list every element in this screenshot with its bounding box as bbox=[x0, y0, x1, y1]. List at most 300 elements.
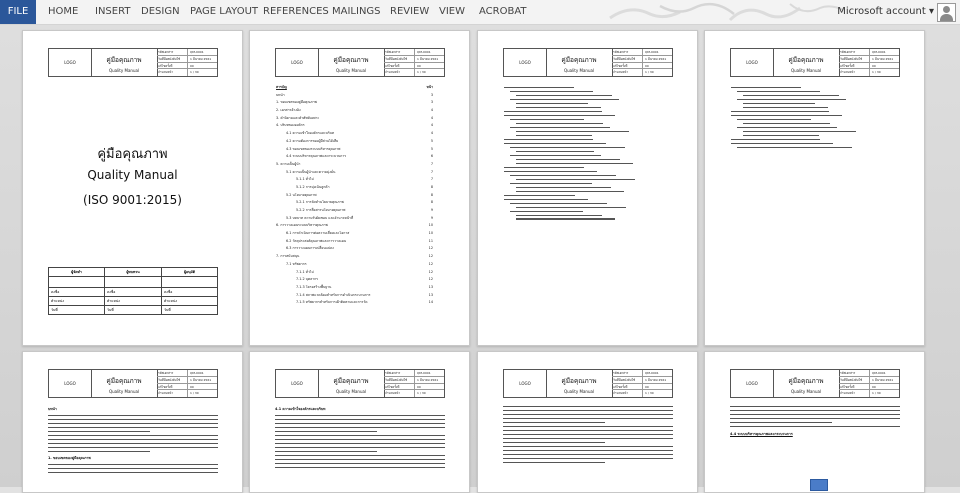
section-title: บทนำ bbox=[48, 407, 57, 411]
toc-heading-row bbox=[276, 85, 433, 93]
text-line bbox=[516, 163, 633, 164]
header-field-label: วันที่มีผลบังคับใช้ bbox=[613, 377, 636, 382]
text-line bbox=[48, 423, 218, 424]
sign-cell: ตำแหน่ง bbox=[49, 297, 105, 306]
text-line bbox=[503, 414, 673, 415]
header-field-label: จำนวนหน้า bbox=[158, 70, 173, 75]
toc-entry-title: 7.1.3 โครงสร้างพื้นฐาน bbox=[296, 284, 332, 289]
text-line bbox=[510, 211, 583, 212]
section-title: 4.1 ความเข้าใจองค์กรและบริบท bbox=[275, 407, 326, 411]
text-line bbox=[737, 147, 852, 148]
text-line bbox=[731, 115, 842, 116]
header-field-value: 1 มีนาคม 2561 bbox=[417, 377, 439, 382]
text-line bbox=[48, 427, 218, 428]
sign-cell bbox=[162, 277, 218, 288]
header-title-th: คู่มือคุณภาพ bbox=[788, 377, 824, 385]
text-line bbox=[737, 99, 846, 100]
toc-entry-title: 4.3 ขอบเขตของระบบบริหารคุณภาพ bbox=[286, 146, 341, 151]
toc-entry-title: 7.1.2 บุคลากร bbox=[296, 277, 318, 282]
text-line bbox=[275, 435, 445, 436]
text-line bbox=[504, 199, 588, 200]
text-line bbox=[504, 143, 606, 144]
header-title-th: คู่มือคุณภาพ bbox=[561, 56, 597, 64]
header-title-en: Quality Manual bbox=[563, 68, 595, 73]
toc-entry-title: 6.2 วัตถุประสงค์คุณภาพและการวางแผน bbox=[286, 238, 347, 243]
header-field-label: รหัสเอกสาร bbox=[385, 50, 401, 54]
text-line bbox=[275, 455, 445, 456]
sign-header: ผู้อนุมัติ bbox=[162, 268, 218, 277]
header-field-label: วันที่มีผลบังคับใช้ bbox=[158, 377, 181, 382]
text-line bbox=[516, 151, 594, 152]
header-title-th: คู่มือคุณภาพ bbox=[788, 56, 824, 64]
header-field-value: 00 bbox=[872, 63, 876, 68]
header-logo: LOGO bbox=[504, 370, 547, 397]
toc-entry[interactable] bbox=[276, 123, 433, 131]
text-line bbox=[516, 103, 588, 104]
body-lines bbox=[503, 406, 673, 463]
toc-entry-page: 5 bbox=[430, 138, 433, 143]
tab-view[interactable]: VIEW bbox=[439, 6, 465, 17]
toc-entry[interactable] bbox=[276, 208, 433, 216]
body-lines bbox=[48, 464, 218, 473]
header-title-en: Quality Manual bbox=[108, 68, 140, 73]
document-page-3[interactable] bbox=[477, 30, 698, 346]
document-page-5[interactable] bbox=[22, 351, 243, 493]
text-line bbox=[275, 463, 445, 464]
text-line bbox=[503, 462, 605, 463]
page-header-table bbox=[275, 369, 445, 398]
cover-title-th: คู่มือคุณภาพ bbox=[97, 147, 168, 162]
header-field-value: 1 มีนาคม 2561 bbox=[190, 377, 212, 382]
toc-entry[interactable] bbox=[276, 100, 433, 108]
page-header-table bbox=[503, 369, 673, 398]
text-line bbox=[730, 414, 900, 415]
page-header-table bbox=[48, 369, 218, 398]
header-title-en: Quality Manual bbox=[335, 68, 367, 73]
text-line bbox=[275, 467, 445, 468]
toc-page-label: หน้า bbox=[426, 85, 433, 89]
text-line bbox=[730, 410, 900, 411]
header-field-value: QM-0001 bbox=[190, 371, 204, 375]
toc-entry[interactable] bbox=[276, 270, 433, 278]
header-field-label: รหัสเอกสาร bbox=[840, 50, 856, 54]
page-header-table bbox=[48, 48, 218, 77]
tab-design[interactable]: DESIGN bbox=[141, 6, 180, 17]
header-field-value: 00 bbox=[417, 63, 421, 68]
header-field-value: 1 / 30 bbox=[645, 70, 654, 75]
text-line bbox=[516, 107, 601, 108]
header-field-value: 00 bbox=[190, 63, 194, 68]
header-field-value: 1 / 30 bbox=[872, 70, 881, 75]
text-line bbox=[731, 87, 801, 88]
text-line bbox=[516, 191, 624, 192]
text-line bbox=[730, 422, 832, 423]
header-field-label: แก้ไขครั้งที่ bbox=[840, 384, 855, 389]
text-line bbox=[516, 207, 626, 208]
toc-entry-page: 8 bbox=[430, 192, 433, 197]
text-line bbox=[48, 447, 218, 448]
text-line bbox=[503, 446, 673, 447]
header-field-label: จำนวนหน้า bbox=[840, 70, 855, 75]
toc-entry-page: 10 bbox=[428, 231, 433, 236]
text-line bbox=[743, 103, 815, 104]
page-header-table bbox=[503, 48, 673, 77]
header-field-value: 1 มีนาคม 2561 bbox=[645, 56, 667, 61]
header-field-value: 1 / 30 bbox=[645, 391, 654, 396]
process-diagram-box bbox=[810, 479, 828, 491]
sign-cell bbox=[49, 277, 105, 288]
toc-entry[interactable] bbox=[276, 293, 433, 301]
chevron-down-icon: ▾ bbox=[928, 6, 934, 17]
header-field-value: 00 bbox=[645, 63, 649, 68]
toc-entry[interactable] bbox=[276, 154, 433, 162]
toc-entry-page: 13 bbox=[428, 284, 433, 289]
header-field-label: จำนวนหน้า bbox=[840, 391, 855, 396]
text-line bbox=[503, 450, 673, 451]
sign-cell: ลงชื่อ bbox=[49, 288, 105, 297]
toc-entry[interactable] bbox=[276, 177, 433, 185]
header-field-value: QM-0001 bbox=[872, 371, 886, 375]
toc-lines bbox=[504, 87, 674, 222]
sign-header: ผู้ทบทวน bbox=[104, 268, 161, 277]
text-line bbox=[510, 91, 593, 92]
toc-entry[interactable] bbox=[276, 300, 433, 308]
toc-entry-title: 7.1.5 ทรัพยากรสำหรับการเฝ้าติดตามและการวัด bbox=[296, 300, 368, 305]
toc-entry[interactable] bbox=[276, 162, 433, 170]
text-line bbox=[48, 415, 218, 416]
text-line bbox=[504, 87, 574, 88]
account-label: Microsoft account bbox=[837, 6, 926, 17]
header-title-th: คู่มือคุณภาพ bbox=[333, 377, 369, 385]
toc-entry-title: 5.3 บทบาท ความรับผิดชอบ และอำนาจหน้าที่ bbox=[286, 215, 354, 220]
header-field-label: แก้ไขครั้งที่ bbox=[385, 384, 400, 389]
toc-entry-page: 10 bbox=[428, 223, 433, 228]
header-field-value: QM-0001 bbox=[872, 50, 886, 54]
sign-cell: วันที่ bbox=[104, 306, 161, 315]
sign-cell: ลงชื่อ bbox=[104, 288, 161, 297]
cover-standard: (ISO 9001:2015) bbox=[83, 193, 182, 207]
toc-entry[interactable] bbox=[276, 108, 433, 116]
header-logo: LOGO bbox=[276, 370, 319, 397]
text-line bbox=[516, 159, 620, 160]
text-line bbox=[743, 131, 856, 132]
header-field-value: 00 bbox=[645, 384, 649, 389]
text-line bbox=[504, 139, 593, 140]
toc-entry-page: 14 bbox=[428, 300, 433, 305]
toc-entry-page: 9 bbox=[430, 215, 433, 220]
toc-entry-page: 6 bbox=[430, 154, 433, 159]
text-line bbox=[503, 430, 673, 431]
toc-entry-title: 5. ความเป็นผู้นำ bbox=[276, 161, 301, 166]
toc-entry-title: 6.1 การดำเนินการต่อความเสี่ยงและโอกาส bbox=[286, 231, 350, 236]
tab-mailings[interactable]: MAILINGS bbox=[332, 6, 381, 17]
toc-entry[interactable] bbox=[276, 200, 433, 208]
toc-entry-title: 5.2 นโยบายคุณภาพ bbox=[286, 192, 317, 197]
text-line bbox=[510, 127, 610, 128]
toc-entry-page: 11 bbox=[428, 238, 433, 243]
toc-list bbox=[276, 93, 433, 308]
text-line bbox=[743, 95, 839, 96]
text-line bbox=[48, 443, 218, 444]
toc-entry-title: 7.1 ทรัพยากร bbox=[286, 261, 307, 266]
tab-file[interactable]: FILE bbox=[0, 0, 36, 24]
toc-entry[interactable] bbox=[276, 185, 433, 193]
tab-acrobat[interactable]: ACROBAT bbox=[479, 6, 527, 17]
toc-entry-page: 8 bbox=[430, 200, 433, 205]
toc-entry-title: 4. บริบทขององค์กร bbox=[276, 123, 305, 128]
page-header-table bbox=[730, 369, 900, 398]
header-field-label: แก้ไขครั้งที่ bbox=[840, 63, 855, 68]
header-field-value: 1 มีนาคม 2561 bbox=[872, 377, 894, 382]
toc-entry-title: 7. การสนับสนุน bbox=[276, 254, 300, 259]
text-line bbox=[730, 426, 900, 427]
page-header-table bbox=[275, 48, 445, 77]
toc-entry-page: 13 bbox=[428, 292, 433, 297]
sign-cell: ตำแหน่ง bbox=[104, 297, 161, 306]
text-line bbox=[504, 115, 615, 116]
text-line bbox=[510, 147, 625, 148]
text-line bbox=[516, 95, 612, 96]
toc-entry-title: บทนำ bbox=[276, 92, 285, 97]
toc-entry[interactable] bbox=[276, 231, 433, 239]
header-field-label: วันที่มีผลบังคับใช้ bbox=[613, 56, 636, 61]
header-field-label: วันที่มีผลบังคับใช้ bbox=[385, 377, 408, 382]
text-line bbox=[48, 419, 218, 420]
toc-entry-title: 6. การวางแผนระบบบริหารคุณภาพ bbox=[276, 223, 328, 228]
text-line bbox=[737, 119, 811, 120]
toc-entry-page: 12 bbox=[428, 261, 433, 266]
toc-entry-page: 3 bbox=[430, 92, 433, 97]
header-field-value: QM-0001 bbox=[417, 50, 431, 54]
toc-entry-page: 12 bbox=[428, 269, 433, 274]
toc-entry-page: 8 bbox=[430, 184, 433, 189]
sign-cell: ลงชื่อ bbox=[162, 288, 218, 297]
section-title: 1. ขอบเขตของคู่มือคุณภาพ bbox=[48, 455, 91, 460]
document-page-2[interactable] bbox=[249, 30, 470, 346]
text-line bbox=[510, 175, 616, 176]
text-line bbox=[743, 135, 819, 136]
header-logo: LOGO bbox=[276, 49, 319, 76]
text-line bbox=[48, 439, 218, 440]
avatar[interactable] bbox=[937, 3, 956, 22]
text-line bbox=[48, 468, 218, 469]
header-title-th: คู่มือคุณภาพ bbox=[561, 377, 597, 385]
header-field-label: รหัสเอกสาร bbox=[385, 371, 401, 375]
header-field-value: 00 bbox=[872, 384, 876, 389]
toc-entry[interactable] bbox=[276, 216, 433, 224]
header-title-th: คู่มือคุณภาพ bbox=[333, 56, 369, 64]
toc-entry-title: 5.1.1 ทั่วไป bbox=[296, 177, 314, 182]
text-line bbox=[510, 99, 619, 100]
text-line bbox=[503, 434, 673, 435]
toc-entry-title: 4.1 ความเข้าใจองค์กรและบริบท bbox=[286, 131, 335, 136]
document-page-4[interactable] bbox=[704, 30, 925, 346]
toc-entry-page: 4 bbox=[430, 123, 433, 128]
cover-title-en: Quality Manual bbox=[87, 168, 178, 182]
toc-entry-page: 4 bbox=[430, 131, 433, 136]
header-field-label: วันที่มีผลบังคับใช้ bbox=[385, 56, 408, 61]
header-field-value: 00 bbox=[190, 384, 194, 389]
microsoft-account-menu[interactable] bbox=[837, 0, 934, 24]
text-line bbox=[275, 459, 445, 460]
page-body bbox=[48, 406, 218, 476]
sign-cell bbox=[104, 277, 161, 288]
text-line bbox=[737, 127, 837, 128]
body-lines bbox=[275, 415, 445, 468]
text-line bbox=[510, 155, 601, 156]
header-field-value: QM-0001 bbox=[190, 50, 204, 54]
page-body bbox=[730, 406, 900, 440]
table-of-contents bbox=[276, 85, 433, 308]
toc-entry-page: 12 bbox=[428, 277, 433, 282]
page-body bbox=[503, 406, 673, 466]
text-line bbox=[743, 123, 830, 124]
tab-insert[interactable]: INSERT bbox=[95, 6, 131, 17]
text-line bbox=[275, 423, 445, 424]
document-page-8[interactable] bbox=[704, 351, 925, 493]
header-field-value: 1 / 30 bbox=[190, 391, 199, 396]
text-line bbox=[503, 410, 673, 411]
toc-entry[interactable] bbox=[276, 116, 433, 124]
sign-cell: ตำแหน่ง bbox=[162, 297, 218, 306]
text-line bbox=[48, 435, 218, 436]
text-line bbox=[275, 427, 445, 428]
text-line bbox=[504, 111, 602, 112]
toc-entry[interactable] bbox=[276, 223, 433, 231]
text-line bbox=[48, 464, 218, 465]
document-page-6[interactable] bbox=[249, 351, 470, 493]
text-line bbox=[503, 438, 673, 439]
text-line bbox=[275, 451, 377, 452]
header-field-value: 1 / 30 bbox=[417, 391, 426, 396]
text-line bbox=[275, 439, 445, 440]
ribbon-bar bbox=[0, 0, 960, 25]
toc-entry[interactable] bbox=[276, 277, 433, 285]
tab-review[interactable]: REVIEW bbox=[390, 6, 430, 17]
sign-header: ผู้จัดทำ bbox=[49, 268, 105, 277]
header-field-label: จำนวนหน้า bbox=[613, 391, 628, 396]
toc-entry-page: 12 bbox=[428, 254, 433, 259]
text-line bbox=[48, 431, 150, 432]
header-field-label: วันที่มีผลบังคับใช้ bbox=[840, 377, 863, 382]
toc-entry[interactable] bbox=[276, 139, 433, 147]
text-line bbox=[516, 218, 615, 219]
header-logo: LOGO bbox=[504, 49, 547, 76]
text-line bbox=[516, 135, 592, 136]
text-line bbox=[516, 131, 629, 132]
toc-entry-title: 2. เอกสารอ้างอิง bbox=[276, 108, 301, 113]
toc-entry-title: 5.1.2 การมุ่งเน้นลูกค้า bbox=[296, 184, 330, 189]
header-field-label: รหัสเอกสาร bbox=[840, 371, 856, 375]
toc-entry[interactable] bbox=[276, 131, 433, 139]
ribbon-decoration-pattern bbox=[600, 0, 850, 24]
header-logo: LOGO bbox=[49, 370, 92, 397]
toc-lines bbox=[731, 87, 901, 151]
text-line bbox=[275, 431, 377, 432]
text-line bbox=[510, 203, 607, 204]
header-field-value: 1 มีนาคม 2561 bbox=[645, 377, 667, 382]
header-field-label: แก้ไขครั้งที่ bbox=[613, 63, 628, 68]
tab-references[interactable]: REFERENCES bbox=[263, 6, 329, 17]
document-page-1[interactable] bbox=[22, 30, 243, 346]
toc-entry-title: 5.2.2 การสื่อสารนโยบายคุณภาพ bbox=[296, 208, 346, 212]
header-field-value: 1 มีนาคม 2561 bbox=[417, 56, 439, 61]
header-logo: LOGO bbox=[731, 49, 774, 76]
text-line bbox=[275, 447, 445, 448]
text-line bbox=[503, 442, 605, 443]
tab-page-layout[interactable]: PAGE LAYOUT bbox=[190, 6, 259, 17]
text-line bbox=[743, 107, 828, 108]
header-field-label: แก้ไขครั้งที่ bbox=[158, 384, 173, 389]
page-header-table bbox=[730, 48, 900, 77]
text-line bbox=[516, 215, 602, 216]
toc-entry[interactable] bbox=[276, 285, 433, 293]
sign-cell: วันที่ bbox=[162, 306, 218, 315]
header-field-value: 1 / 30 bbox=[190, 70, 199, 75]
text-line bbox=[737, 91, 820, 92]
document-page-7[interactable] bbox=[477, 351, 698, 493]
header-field-label: วันที่มีผลบังคับใช้ bbox=[158, 56, 181, 61]
toc-entry-title: 4.4 ระบบบริหารคุณภาพและกระบวนการ bbox=[286, 154, 347, 159]
header-field-value: QM-0001 bbox=[645, 50, 659, 54]
text-line bbox=[504, 171, 597, 172]
header-title-en: Quality Manual bbox=[790, 389, 822, 394]
header-field-label: รหัสเอกสาร bbox=[613, 50, 629, 54]
signature-table bbox=[48, 267, 218, 315]
page-body bbox=[275, 406, 445, 471]
toc-entry[interactable] bbox=[276, 262, 433, 270]
header-field-label: แก้ไขครั้งที่ bbox=[613, 384, 628, 389]
text-line bbox=[730, 418, 900, 419]
text-line bbox=[731, 139, 820, 140]
header-field-label: จำนวนหน้า bbox=[613, 70, 628, 75]
header-field-value: QM-0001 bbox=[417, 371, 431, 375]
text-line bbox=[516, 123, 603, 124]
text-line bbox=[503, 406, 673, 407]
header-title-th: คู่มือคุณภาพ bbox=[106, 377, 142, 385]
header-field-label: แก้ไขครั้งที่ bbox=[385, 63, 400, 68]
toc-entry-page: 4 bbox=[430, 115, 433, 120]
header-title-en: Quality Manual bbox=[108, 389, 140, 394]
body-lines bbox=[730, 406, 900, 427]
text-line bbox=[504, 195, 575, 196]
header-field-value: 1 / 30 bbox=[872, 391, 881, 396]
tab-home[interactable]: HOME bbox=[48, 6, 79, 17]
text-line bbox=[275, 415, 445, 416]
text-line bbox=[503, 418, 673, 419]
header-title-en: Quality Manual bbox=[563, 389, 595, 394]
text-line bbox=[730, 406, 900, 407]
toc-entry[interactable] bbox=[276, 246, 433, 254]
text-line bbox=[731, 143, 833, 144]
text-line bbox=[275, 443, 445, 444]
toc-entry-page: 3 bbox=[430, 100, 433, 105]
toc-entry-page: 4 bbox=[430, 108, 433, 113]
toc-entry-page: 9 bbox=[430, 208, 433, 212]
text-line bbox=[503, 426, 673, 427]
toc-entry[interactable] bbox=[276, 147, 433, 155]
header-field-value: 1 / 30 bbox=[417, 70, 426, 75]
text-line bbox=[516, 187, 611, 188]
toc-entry-page: 5 bbox=[430, 146, 433, 151]
header-field-label: จำนวนหน้า bbox=[385, 70, 400, 75]
text-line bbox=[503, 454, 673, 455]
toc-entry[interactable] bbox=[276, 254, 433, 262]
header-field-value: 1 มีนาคม 2561 bbox=[872, 56, 894, 61]
header-field-label: วันที่มีผลบังคับใช้ bbox=[840, 56, 863, 61]
toc-entry-title: 3. คำนิยามและคำศัพท์เฉพาะ bbox=[276, 115, 320, 120]
section-title: 4.4 ระบบบริหารคุณภาพและกระบวนการ bbox=[730, 432, 793, 437]
